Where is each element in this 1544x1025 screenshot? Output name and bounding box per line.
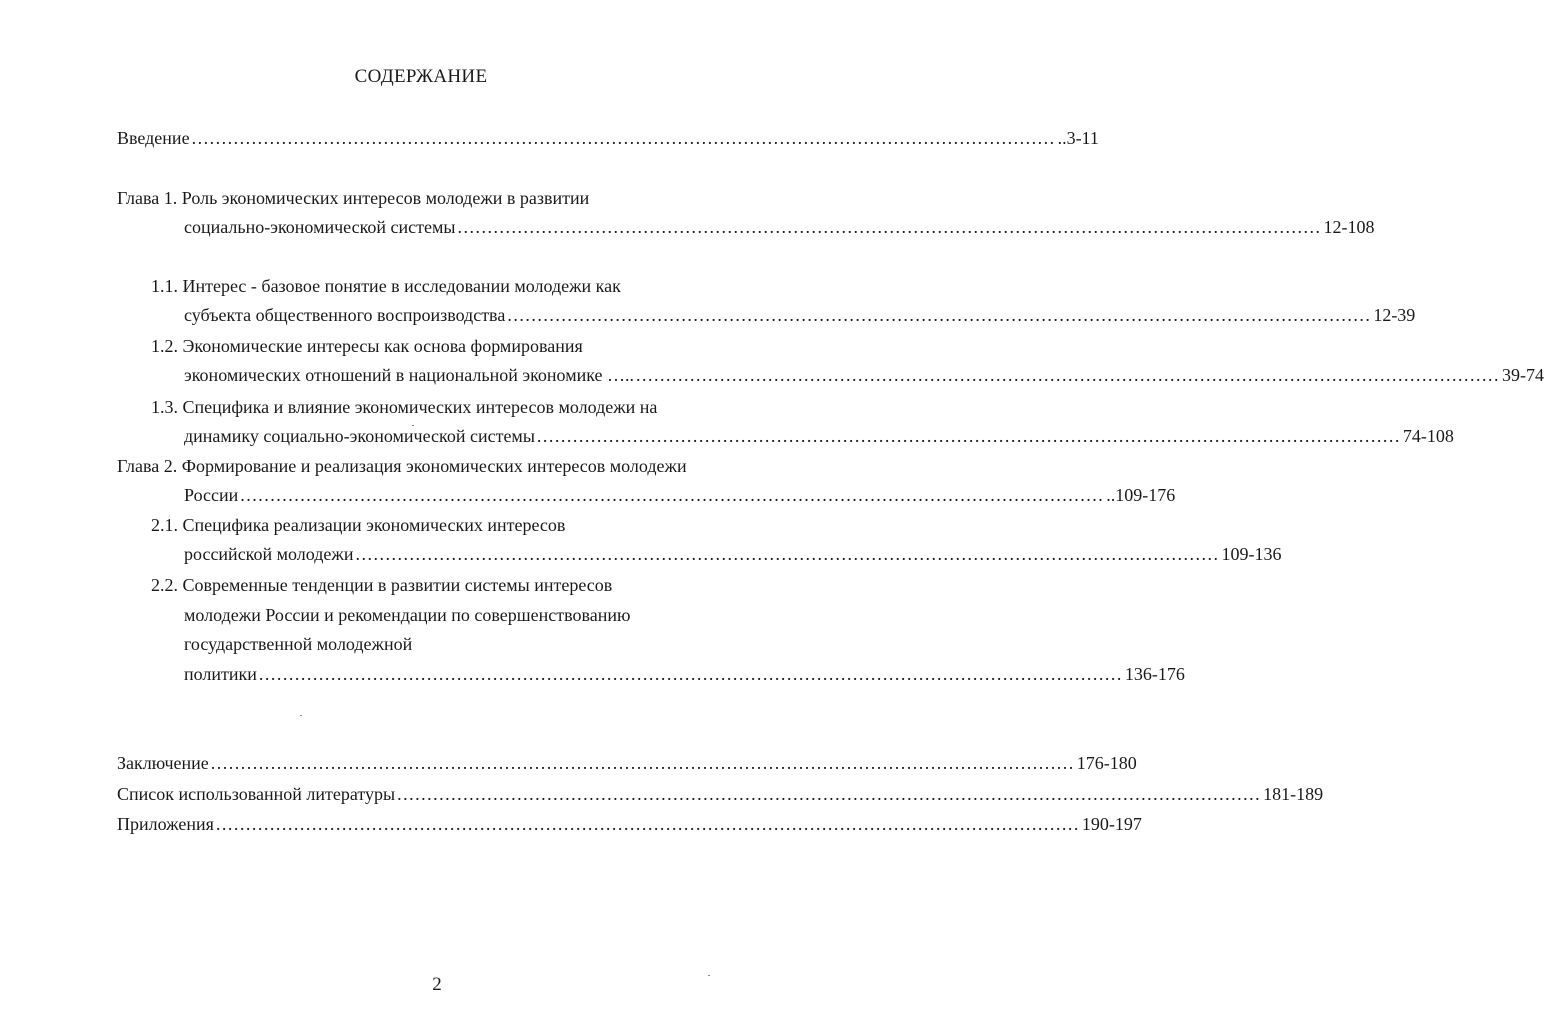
- toc-section-2-2-continuation: государственной молодежной: [184, 634, 413, 654]
- toc-entry-section-1-1: [184, 304, 1416, 326]
- toc-entry-chapter-2: [184, 484, 1176, 506]
- toc-leader: ................................................................................................................................................: [210, 753, 1075, 773]
- toc-text: Список использованной литературы: [117, 784, 396, 804]
- toc-text: субъекта общественного воспроизводства: [184, 305, 506, 325]
- toc-section-2-2-title: 2.2. Современные тенденции в развитии системы интересов: [151, 575, 613, 595]
- toc-leader: ................................................................................................................................................: [636, 365, 1501, 385]
- toc-section-2-1-title: 2.1. Специфика реализации экономических интересов: [151, 515, 566, 535]
- toc-leader: ................................................................................................................................................: [457, 217, 1322, 237]
- toc-leader: ................................................................................................................................................: [355, 544, 1220, 564]
- toc-leader: ................................................................................................................................................: [191, 128, 1056, 148]
- toc-entry-section-2-2: [184, 663, 1185, 685]
- toc-text: Введение: [117, 128, 190, 148]
- toc-pages: 74-108: [1402, 426, 1454, 446]
- toc-chapter-1-title: Глава 1. Роль экономических интересов молодежи в развитии: [117, 188, 590, 208]
- page-title: СОДЕРЖАНИЕ: [354, 66, 488, 87]
- toc-entry-chapter-1: [184, 216, 1375, 238]
- toc-text: политики: [184, 664, 257, 684]
- toc-entry-section-1-2: [184, 364, 1544, 386]
- toc-entry-section-1-3: [184, 425, 1454, 447]
- toc-leader: ................................................................................................................................................: [507, 305, 1372, 325]
- toc-pages: 39-74: [1502, 365, 1544, 385]
- toc-pages: 181-189: [1263, 784, 1324, 804]
- toc-section-2-2-continuation: молодежи России и рекомендации по совершенствованию: [184, 605, 631, 625]
- toc-leader: ................................................................................................................................................: [215, 814, 1080, 834]
- scan-speck: [412, 425, 414, 426]
- toc-entry-conclusion: [117, 752, 1137, 774]
- toc-text: Приложения: [117, 814, 214, 834]
- toc-pages: 109-136: [1221, 544, 1282, 564]
- scan-speck: [300, 715, 302, 716]
- toc-pages: ..109-176: [1106, 485, 1176, 505]
- toc-pages: 12-108: [1323, 217, 1375, 237]
- toc-pages: 176-180: [1076, 753, 1137, 773]
- toc-leader: ................................................................................................................................................: [240, 485, 1105, 505]
- toc-text: России: [184, 485, 239, 505]
- toc-leader: ................................................................................................................................................: [397, 784, 1262, 804]
- toc-entry-appendix: [117, 813, 1142, 835]
- toc-pages: ..3-11: [1057, 128, 1099, 148]
- toc-entry-section-2-1: [184, 543, 1282, 565]
- toc-leader: ................................................................................................................................................: [258, 664, 1123, 684]
- toc-section-1-1-title: 1.1. Интерес - базовое понятие в исследовании молодежи как: [151, 276, 621, 296]
- toc-section-1-2-title: 1.2. Экономические интересы как основа формирования: [151, 336, 583, 356]
- toc-entry-intro: [117, 127, 1099, 149]
- toc-pages: 190-197: [1081, 814, 1142, 834]
- toc-leader: ................................................................................................................................................: [536, 426, 1401, 446]
- toc-chapter-2-title: Глава 2. Формирование и реализация экономических интересов молодежи: [117, 456, 687, 476]
- toc-text: экономических отношений в национальной экономике …..: [184, 365, 635, 385]
- toc-text: российской молодежи: [184, 544, 354, 564]
- toc-text: динамику социально-экономической системы: [184, 426, 535, 446]
- page-number: 2: [432, 974, 442, 995]
- toc-text: Заключение: [117, 753, 209, 773]
- toc-entry-literature: [117, 783, 1324, 805]
- toc-pages: 136-176: [1124, 664, 1185, 684]
- toc-section-1-3-title: 1.3. Специфика и влияние экономических интересов молодежи на: [151, 397, 658, 417]
- toc-pages: 12-39: [1373, 305, 1416, 325]
- toc-text: социально-экономической системы: [184, 217, 456, 237]
